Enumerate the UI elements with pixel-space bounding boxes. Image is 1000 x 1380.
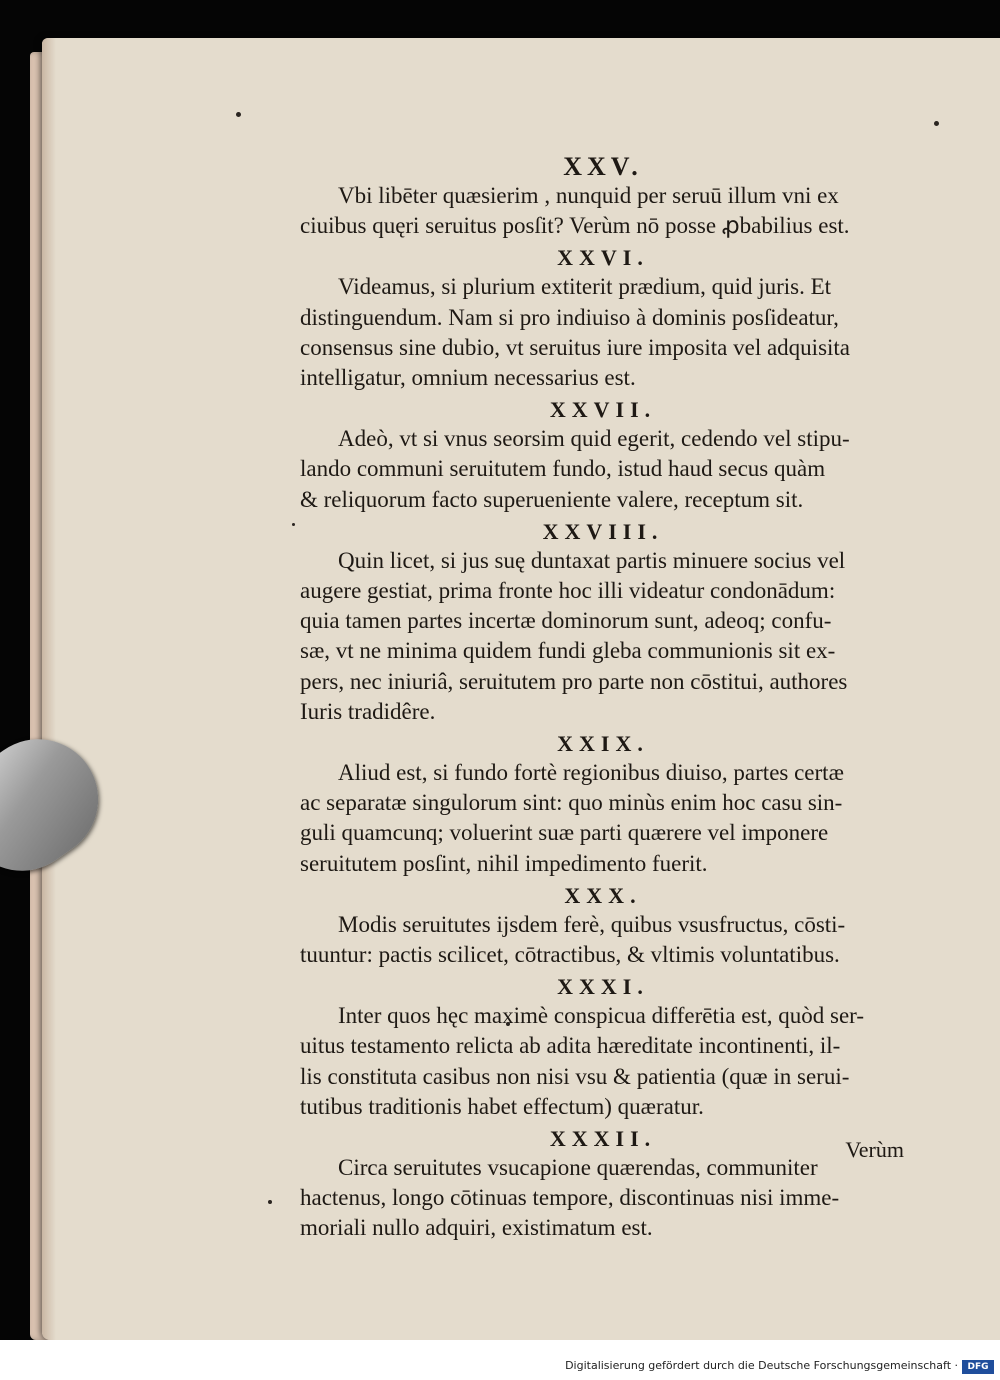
text-line: augere gestiat, prima fronte hoc illi videatur condonādum: — [300, 578, 836, 604]
section-paragraph — [300, 424, 906, 515]
section-heading: XXVIII. — [542, 518, 664, 544]
text-line: Inter quos hęc maximè conspicua differētia est, quòd ser- — [338, 1003, 865, 1029]
text-line: guli quamcunq; voluerint suæ parti quærere vel imponere — [300, 820, 829, 846]
text-line: tutibus traditionis habet effectum) quæratur. — [300, 1093, 704, 1119]
section-paragraph — [300, 546, 906, 727]
ink-speck — [268, 1200, 272, 1204]
text-line: intelligatur, omnium necessarius est. — [300, 365, 636, 391]
text-line: Aliud est, si fundo fortè regionibus diuiso, partes certæ — [338, 760, 844, 786]
text-line: pers, nec iniuriâ, seruitutem pro parte non cōstitui, authores — [300, 668, 848, 694]
text-line: uitus testamento relicta ab adita hæreditate incontinenti, il- — [300, 1033, 841, 1059]
footer-credit: Digitalisierung gefördert durch die Deutsche Forschungsgemeinschaft · — [565, 1359, 958, 1372]
text-line: Iuris tradidêre. — [300, 698, 436, 724]
ink-speck — [934, 121, 939, 126]
section-heading: XXIX. — [557, 731, 649, 757]
text-line: quia tamen partes incertæ dominorum sunt, adeoq; confu- — [300, 608, 832, 634]
text-line: Vbi libēter quæsierim , nunquid per seruū illum vni ex — [338, 183, 839, 208]
text-line: Modis seruitutes ijsdem ferè, quibus vsusfructus, cōsti- — [338, 911, 846, 937]
dfg-logo: DFG — [962, 1360, 994, 1374]
text-line: consensus sine dubio, vt seruitus iure imposita vel adquisita — [300, 334, 851, 360]
ink-speck — [236, 112, 241, 117]
section-heading: XXV. — [563, 152, 643, 181]
ink-speck — [292, 523, 295, 526]
text-line: Videamus, si plurium extiterit prædium, quid juris. Et — [338, 274, 832, 300]
digitization-footer — [0, 1340, 1000, 1380]
text-line: distinguendum. Nam si pro indiuiso à dominis posſideatur, — [300, 304, 839, 330]
section-heading: XXVI. — [557, 245, 649, 271]
text-line: seruitutem posſint, nihil impedimento fuerit. — [300, 850, 708, 876]
text-line: ac separatæ singulorum sint: quo minùs enim hoc casu sin- — [300, 790, 843, 816]
section-heading: XXXI. — [557, 974, 649, 1000]
page-gutter-shadow — [42, 38, 56, 1340]
main-text — [300, 150, 906, 1244]
text-line: lando communi seruitutem fundo, istud haud secus quàm — [300, 456, 826, 482]
catchword: Verùm — [845, 1137, 904, 1162]
section-paragraph — [300, 1001, 906, 1122]
text-line: ciuibus quęri seruitus posſit? Verùm nō posse ꝓbabilius est. — [300, 213, 850, 239]
section-paragraph — [300, 758, 906, 879]
text-line: moriali nullo adquiri, existimatum est. — [300, 1215, 653, 1241]
section-heading: XXVII. — [549, 397, 657, 423]
text-line: tuuntur: pactis scilicet, cōtractibus, & vltimis voluntatibus. — [300, 942, 840, 968]
text-line: sæ, vt ne minima quidem fundi gleba communionis sit ex- — [300, 638, 836, 664]
text-line: Quin licet, si jus suę duntaxat partis minuere socius vel — [338, 547, 846, 573]
section-paragraph — [300, 1153, 906, 1244]
text-line: lis constituta casibus non nisi vsu & patientia (quæ in serui- — [300, 1063, 850, 1089]
section-paragraph — [300, 181, 906, 241]
section-paragraph — [300, 910, 906, 970]
section-heading: XXX. — [564, 882, 642, 908]
text-line: & reliquorum facto superueniente valere, receptum sit. — [300, 486, 804, 512]
section-paragraph — [300, 272, 906, 393]
text-line: Circa seruitutes vsucapione quærendas, communiter — [338, 1155, 818, 1181]
text-line: Adeò, vt si vnus seorsim quid egerit, cedendo vel stipu- — [338, 426, 850, 452]
text-line: hactenus, longo cōtinuas tempore, discontinuas nisi imme- — [300, 1185, 840, 1211]
section-heading: XXXII. — [549, 1126, 657, 1152]
